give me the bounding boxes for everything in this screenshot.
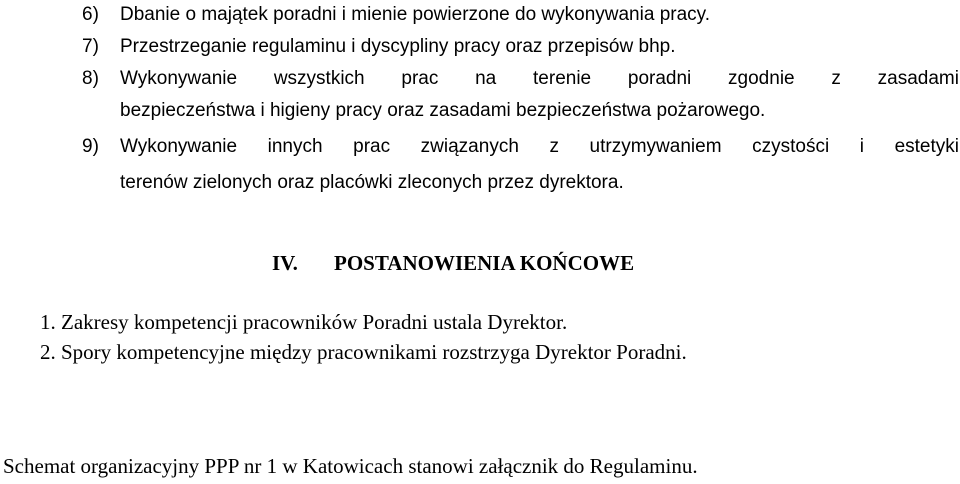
list-item-number: 7) [82,36,99,57]
word: Wykonywanie [120,136,238,157]
list-item-text-justified [120,69,959,88]
list-item-text-justified [120,137,959,156]
word: i [859,136,864,157]
word: utrzymywaniem [589,136,722,157]
word: związanych [420,136,519,157]
paragraph-number: 1. [40,310,56,334]
word: prac [353,136,391,157]
word: na [475,68,497,89]
list-item-number: 9) [82,136,99,157]
word: z [831,68,841,89]
word: zasadami [877,68,959,89]
section-title: POSTANOWIENIA KOŃCOWE [334,251,635,275]
word: prac [401,68,439,89]
numbered-paragraph [40,312,567,333]
list-item-text: Dbanie o majątek poradni i mienie powierzone do wykonywania pracy. [120,4,711,25]
word: wszystkich [273,68,365,89]
list-item-number: 6) [82,4,99,25]
word: Wykonywanie [120,68,238,89]
section-number: IV. [272,251,298,275]
numbered-paragraph [40,342,687,363]
list-item-continuation: bezpieczeństwa i higieny pracy oraz zasadami bezpieczeństwa pożarowego. [120,100,766,121]
list-item-text: Przestrzeganie regulaminu i dyscypliny pracy oraz przepisów bhp. [120,36,676,57]
list-item [82,5,942,24]
word: estetyki [894,136,959,157]
footer-note: Schemat organizacyjny PPP nr 1 w Katowicach stanowi załącznik do Regulaminu. [3,454,698,478]
list-item-continuation: terenów zielonych oraz placówki zleconych przez dyrektora. [120,172,624,193]
paragraph-number: 2. [40,340,56,364]
list-item-number: 8) [82,68,99,89]
list-item [82,37,942,56]
word: innych [267,136,323,157]
paragraph-text: Spory kompetencyjne między pracownikami rozstrzyga Dyrektor Poradni. [61,340,687,364]
word: terenie [533,68,592,89]
word: poradni [627,68,692,89]
word: zgodnie [728,68,795,89]
word: z [549,136,559,157]
paragraph-text: Zakresy kompetencji pracowników Poradni ustala Dyrektor. [61,310,568,334]
word: czystości [752,136,830,157]
